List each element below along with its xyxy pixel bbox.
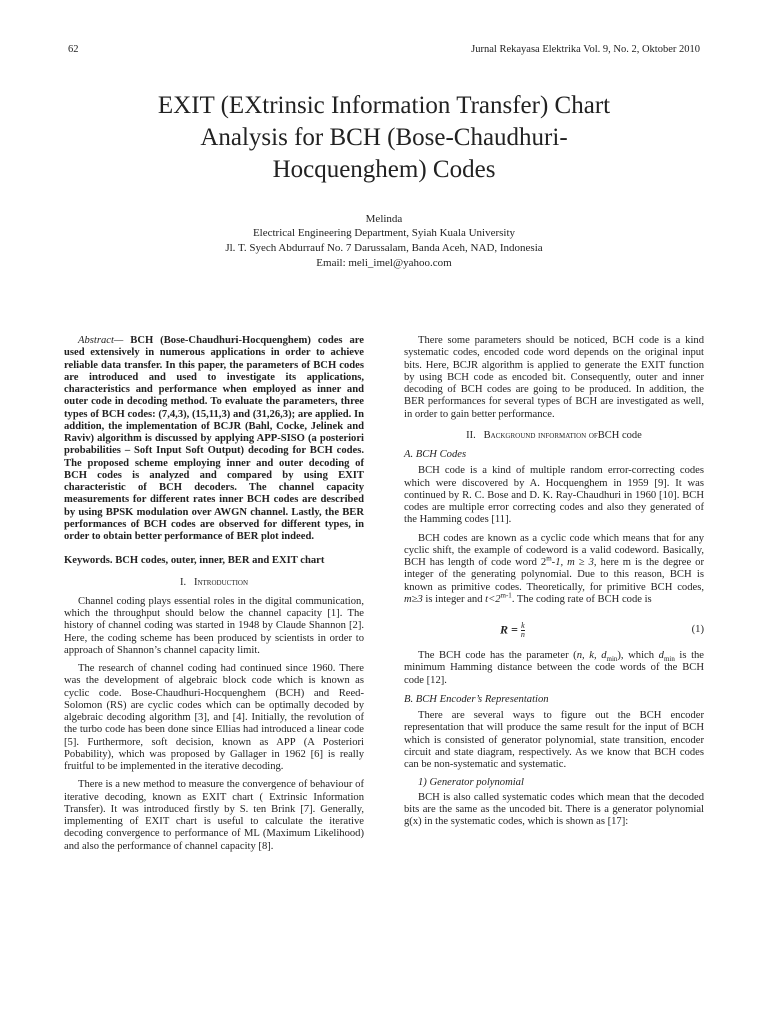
math-inline: d <box>658 650 664 661</box>
page-header <box>68 44 700 58</box>
journal-info: Jurnal Rekayasa Elektrika Vol. 9, No. 2, Oktober 2010 <box>471 44 700 55</box>
equation-number: (1) <box>691 624 704 635</box>
subscript: min <box>663 655 675 664</box>
equation-formula <box>500 622 525 639</box>
math-inline: m≥3 <box>404 593 423 605</box>
generator-paragraph: BCH is also called systematic codes which mean that the decoded bits are the same as the uncoded bit. There is a generator polynomial g(x) in the systematic codes, which is shown as [17]: <box>404 791 704 827</box>
author-email: Email: meli_imel@yahoo.com <box>316 257 452 269</box>
keywords-label: Keywords. <box>64 555 113 567</box>
fraction <box>521 622 525 639</box>
text-run: -1, <box>551 557 568 568</box>
bch-paragraph-2 <box>404 533 704 607</box>
author-dept: Electrical Engineering Department, Syiah Kuala University <box>252 227 516 239</box>
section-background-heading <box>404 430 704 442</box>
text-run: , here m is the degree or integer of the generating polynomial. Due to this reason, BCH is known as primitive codes. Theoretically, for primitive BCH codes, <box>404 557 705 593</box>
text-run: . The coding rate of BCH code is <box>511 593 652 605</box>
superscript: m-1 <box>500 591 512 600</box>
title-block <box>40 90 728 271</box>
math-inline: m ≥ 3 <box>567 557 594 568</box>
section-title-tail: BCH code <box>597 429 642 441</box>
left-column <box>64 335 364 853</box>
right-paragraph-1: There some parameters should be noticed, BCH code is a kind systematic codes, encoded code word depends on the original input bits. Here, BCJR algorithm is applied to generate the EXIT function by using BCH code as encoded bit. Consequently, outer and inner decoding of BCH codes are going to be produced. In addition, the BER performances for several types of BCH are investigated as well, in order to gain better performance. <box>404 335 704 420</box>
keywords-text: BCH codes, outer, inner, BER and EXIT chart <box>112 555 325 567</box>
paper-title <box>40 90 728 186</box>
bch-paragraph-1: BCH code is a kind of multiple random error-correcting codes which were discovered by A. Hocquenghem in 1959 [9]. It was continued by R. C. Bose and D. K. Ray-Chaudhuri in 1960 [10]. BCH codes are multiple error correcting codes and also they generated of the Hamming codes [11]. <box>404 465 704 526</box>
abstract <box>64 335 364 543</box>
section-intro-heading <box>64 577 364 589</box>
subscript: min <box>606 655 618 664</box>
numerator: k <box>521 621 525 630</box>
intro-paragraph-1: Channel coding plays essential roles in the digital communication, which the throughput should below the channel capacity [1]. The history of channel coding was started in 1948 by Claude Shannon [2]. Here, the coding scheme has been produced by scientists in order to approach of Shannon’s channel capacity limit. <box>64 595 364 656</box>
right-column <box>404 335 704 828</box>
section-title: Background information of <box>483 429 598 441</box>
text-run: ), which <box>617 650 659 661</box>
section-title: Introduction <box>193 576 249 588</box>
intro-paragraph-2: The research of channel coding had continued since 1960. There was the development of algebraic block code which is known as cyclic code. Bose-Chaudhuri-Hocquenghem (BCH) and Reed-Solomon (RS) are cyclic codes which can be optimally decoded by algebraic decoding algorithm [3], and [4]. Initially, the revolution of the turbo code has been done since Ellias had introduced a linear code [5]. Furthermore, soft decision, known as APP (A Posteriori Pobability), which was proposed by Gallager in 1962 [6] is really fruitful to be implemented in the iterative decoding. <box>64 663 364 772</box>
equation-1 <box>404 616 704 646</box>
intro-paragraph-3: There is a new method to measure the convergence of behaviour of iterative decoding, known as EXIT chart ( Extrinsic Information Transfer). It was introduced firstly by S. ten Brink [7]. Generally, implementing of EXIT chart is useful to calculate the iterative decoding convergence to performance of ML (Maximum Likelihood) and also the performance of channel capacity [8]. <box>64 779 364 852</box>
author-address: Jl. T. Syech Abdurrauf No. 7 Darussalam, Banda Aceh, NAD, Indonesia <box>225 242 543 254</box>
section-number: II. <box>466 429 476 441</box>
text-run: The BCH code has the parameter ( <box>418 650 577 661</box>
superscript: m <box>546 554 552 563</box>
text-run: BCH codes are known as a cyclic code which means that for any cyclic shift, the example of codeword is a valid codeword. Basically, BCH has length of code word 2 <box>404 532 704 568</box>
title-line-2: Analysis for BCH (Bose-Chaudhuri- <box>200 124 568 151</box>
section-number: I. <box>179 576 187 588</box>
abstract-label: Abstract— <box>78 335 124 346</box>
subsection-bch-encoder: B. BCH Encoder’s Representation <box>404 693 549 705</box>
keywords <box>64 555 364 567</box>
title-line-3: Hocquenghem) Codes <box>272 156 496 183</box>
text-run: is the minimum Hamming distance between the code words of the BCH code [12]. <box>404 650 705 686</box>
title-line-1: EXIT (EXtrinsic Information Transfer) Chart <box>157 92 611 119</box>
subsection-bch-codes: A. BCH Codes <box>404 449 467 460</box>
denominator: n <box>520 630 525 639</box>
math-inline: n, k, d <box>576 650 607 661</box>
author-name: Melinda <box>365 213 403 225</box>
subsubsection-generator-polynomial: 1) Generator polynomial <box>418 777 524 789</box>
math-inline: t<2 <box>485 593 501 605</box>
bch-paragraph-3 <box>404 650 704 687</box>
page-number: 62 <box>68 44 79 55</box>
text-run: is integer and <box>422 593 486 605</box>
abstract-text: BCH (Bose-Chaudhuri-Hocquenghem) codes are used extensively in numerous applications in order to achieve reliable data transfer. In this paper, the parameters of BCH codes are introduced and used to investigate its applications, characteristics and performance when employed as inner and outer code in decoding method. To evaluate the parameters, three types of BCH codes: (7,4,3), (15,11,3) and (31,26,3); are applied. In addition, the implementation of BCJR (Bahl, Cocke, Jelinek and Raviv) algorithm is discussed by applying APP-SISO (a posteriori probabilities – Soft Input Soft Output) decoding for BCH codes. The proposed scheme employing inner and outer decoding of BCH codes is analyzed and compared by using EXIT characteristic of BCH decoders. The channel capacity measurements for different rates inner BCH codes are described by using BPSK modulation over AWGN channel. Lastly, the BER performances of BCH codes are observed for different types, in order to obtain better performance of BER plot indeed. <box>64 335 364 542</box>
equation-lhs: R = <box>500 622 521 637</box>
encoder-paragraph-1: There are several ways to figure out the BCH encoder representation that will produce the same result for the input of BCH which is consisted of generator polynomial, state transition, encoder circuit and state diagram, respectively. As we know that BCH codes can be non-systematic and systematic. <box>404 710 704 770</box>
